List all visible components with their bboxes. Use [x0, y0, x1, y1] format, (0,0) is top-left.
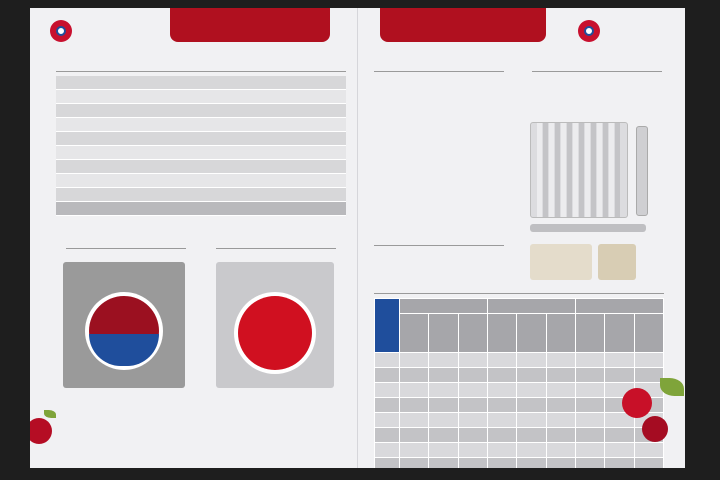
- bracket-image-2: [598, 244, 636, 280]
- radiator-fin: [549, 123, 554, 217]
- table-row: [375, 398, 664, 413]
- table-cell: [458, 398, 487, 413]
- table-cell: [546, 458, 575, 469]
- table-cell: [546, 383, 575, 398]
- table-cell: [487, 458, 516, 469]
- section2-rule: [532, 71, 662, 72]
- table-cell: [517, 398, 546, 413]
- table-cell: [375, 398, 400, 413]
- table-cell: [458, 383, 487, 398]
- radiator-fin: [615, 123, 620, 217]
- table-header-cell: [487, 314, 516, 353]
- table-cell: [375, 443, 400, 458]
- table-cell: [429, 428, 458, 443]
- radiator-top-image: [530, 224, 646, 232]
- table-group-1: [400, 299, 488, 314]
- bracket-image-1: [530, 244, 592, 280]
- table-cell: [375, 383, 400, 398]
- table-cell: [575, 458, 604, 469]
- spec-cell: [234, 202, 290, 216]
- table-cell: [575, 368, 604, 383]
- table-row: [375, 368, 664, 383]
- spec-cell: [290, 188, 346, 202]
- spec-cell: [290, 132, 346, 146]
- spec-cell: [56, 202, 234, 216]
- radiator-fin: [567, 123, 572, 217]
- spec-row: [56, 188, 346, 202]
- table-cell: [400, 383, 429, 398]
- table-cell: [546, 428, 575, 443]
- table-cell: [605, 428, 634, 443]
- right-logo: [578, 20, 604, 42]
- table-cell: [400, 428, 429, 443]
- table-cell: [487, 443, 516, 458]
- radiator-fin: [573, 123, 578, 217]
- table-cell: [517, 353, 546, 368]
- spec-cell: [234, 146, 290, 160]
- spec-cell: [56, 146, 234, 160]
- spec-row: [56, 146, 346, 160]
- table-cell: [634, 458, 663, 469]
- table-cell: [517, 458, 546, 469]
- spec-cell: [290, 160, 346, 174]
- spec-row: [56, 202, 346, 216]
- spec-row: [56, 90, 346, 104]
- table-cell: [487, 383, 516, 398]
- leaf-decor-left: [44, 410, 56, 418]
- table-cell: [605, 458, 634, 469]
- table-cell: [546, 368, 575, 383]
- spec-cell: [56, 104, 234, 118]
- table-cell: [575, 428, 604, 443]
- table-cell: [458, 368, 487, 383]
- radiator-fin: [561, 123, 566, 217]
- table-cell: [517, 428, 546, 443]
- table-cell: [400, 458, 429, 469]
- radiator-fin: [543, 123, 548, 217]
- table-cell: [400, 443, 429, 458]
- table-cell: [487, 398, 516, 413]
- spec-row: [56, 104, 346, 118]
- left-banner: [170, 8, 330, 42]
- spec-cell: [234, 104, 290, 118]
- table-cell: [458, 353, 487, 368]
- photo-label-right: [216, 248, 336, 259]
- radiator-photo-left: [63, 262, 185, 388]
- spec-row: [56, 118, 346, 132]
- spec-cell: [56, 90, 234, 104]
- table-cell: [400, 413, 429, 428]
- spec-cell: [56, 160, 234, 174]
- table-header-cell: [605, 314, 634, 353]
- table-cell: [429, 458, 458, 469]
- table-group-2: [487, 299, 575, 314]
- spec-row: [56, 160, 346, 174]
- table-cell: [458, 443, 487, 458]
- table-cell: [487, 413, 516, 428]
- spec-cell: [234, 118, 290, 132]
- section3-rule: [374, 245, 504, 246]
- table-header-cell: [517, 314, 546, 353]
- radiator-fin: [591, 123, 596, 217]
- table-cell: [634, 443, 663, 458]
- table-row: [375, 443, 664, 458]
- spec-cell: [234, 132, 290, 146]
- spec-cell: [290, 146, 346, 160]
- radiator-fin: [597, 123, 602, 217]
- radiator-side-image: [636, 126, 648, 216]
- cherry-decor-left: [30, 418, 52, 444]
- left-logo: [50, 20, 76, 42]
- table-cell: [375, 458, 400, 469]
- table-cell: [605, 443, 634, 458]
- table-cell: [546, 353, 575, 368]
- spec-cell: [290, 90, 346, 104]
- table-row: [375, 428, 664, 443]
- spec-cell: [56, 132, 234, 146]
- spec-cell: [234, 90, 290, 104]
- table-row: [375, 353, 664, 368]
- spec-cell: [290, 202, 346, 216]
- table-cell: [400, 398, 429, 413]
- table-cell: [458, 428, 487, 443]
- table-cell: [575, 383, 604, 398]
- brand-logo-icon: [50, 20, 72, 42]
- table-cell: [546, 443, 575, 458]
- table-corner-cell: [375, 299, 400, 353]
- table-cell: [517, 383, 546, 398]
- cherry-decor-right-1: [622, 388, 652, 418]
- table-cell: [429, 383, 458, 398]
- table-cell: [429, 368, 458, 383]
- table-cell: [487, 428, 516, 443]
- table-cell: [487, 353, 516, 368]
- table-cell: [375, 413, 400, 428]
- spec-cell: [234, 76, 290, 90]
- page-fold: [357, 8, 358, 468]
- table-cell: [575, 443, 604, 458]
- table-cell: [375, 353, 400, 368]
- spec-cell: [290, 174, 346, 188]
- table-cell: [517, 368, 546, 383]
- section1-rule: [374, 71, 504, 72]
- spec-cell: [234, 188, 290, 202]
- table-header-cell: [429, 314, 458, 353]
- spec-cell: [234, 174, 290, 188]
- spec-row: [56, 174, 346, 188]
- radiator-fin: [585, 123, 590, 217]
- table-row: [375, 383, 664, 398]
- spec-table: [56, 76, 346, 216]
- brochure-spread: [30, 8, 685, 468]
- table-row: [375, 413, 664, 428]
- table-header-cell: [400, 314, 429, 353]
- table-cell: [575, 413, 604, 428]
- radiator-front-image: [530, 122, 628, 218]
- table-cell: [517, 443, 546, 458]
- table-cell: [400, 368, 429, 383]
- table-row: [375, 458, 664, 469]
- radiator-fin: [609, 123, 614, 217]
- table-heading-rule: [374, 293, 664, 294]
- table-cell: [517, 413, 546, 428]
- table-group-3: [575, 299, 663, 314]
- table-cell: [458, 458, 487, 469]
- table-cell: [634, 353, 663, 368]
- sizes-table: [374, 298, 664, 468]
- spec-row: [56, 132, 346, 146]
- brand-logo-icon: [578, 20, 600, 42]
- spec-cell: [56, 76, 234, 90]
- cherry-decor-right-2: [642, 416, 668, 442]
- radiator-fin: [537, 123, 542, 217]
- radiator-fin: [579, 123, 584, 217]
- spec-cell: [56, 118, 234, 132]
- table-cell: [375, 428, 400, 443]
- spec-cell: [56, 188, 234, 202]
- table-cell: [429, 353, 458, 368]
- table-cell: [487, 368, 516, 383]
- table-cell: [605, 353, 634, 368]
- table-header-cell: [458, 314, 487, 353]
- table-cell: [458, 413, 487, 428]
- table-cell: [375, 368, 400, 383]
- cherry-disc-right-top: [238, 296, 312, 370]
- spec-cell: [290, 76, 346, 90]
- table-cell: [575, 398, 604, 413]
- table-cell: [546, 398, 575, 413]
- spec-cell: [234, 160, 290, 174]
- right-banner: [380, 8, 546, 42]
- table-cell: [429, 443, 458, 458]
- table-header-cell: [575, 314, 604, 353]
- table-header-cell: [634, 314, 663, 353]
- spec-heading-rule: [56, 71, 346, 72]
- table-cell: [429, 413, 458, 428]
- table-cell: [546, 413, 575, 428]
- table-cell: [429, 398, 458, 413]
- table-cell: [575, 353, 604, 368]
- photo-label-left: [66, 248, 186, 259]
- spec-cell: [290, 104, 346, 118]
- radiator-photo-right: [216, 262, 334, 388]
- table-header-cell: [546, 314, 575, 353]
- radiator-fin: [555, 123, 560, 217]
- spec-row: [56, 76, 346, 90]
- table-cell: [400, 353, 429, 368]
- radiator-fin: [603, 123, 608, 217]
- spec-cell: [290, 118, 346, 132]
- spec-cell: [56, 174, 234, 188]
- table-cell: [605, 368, 634, 383]
